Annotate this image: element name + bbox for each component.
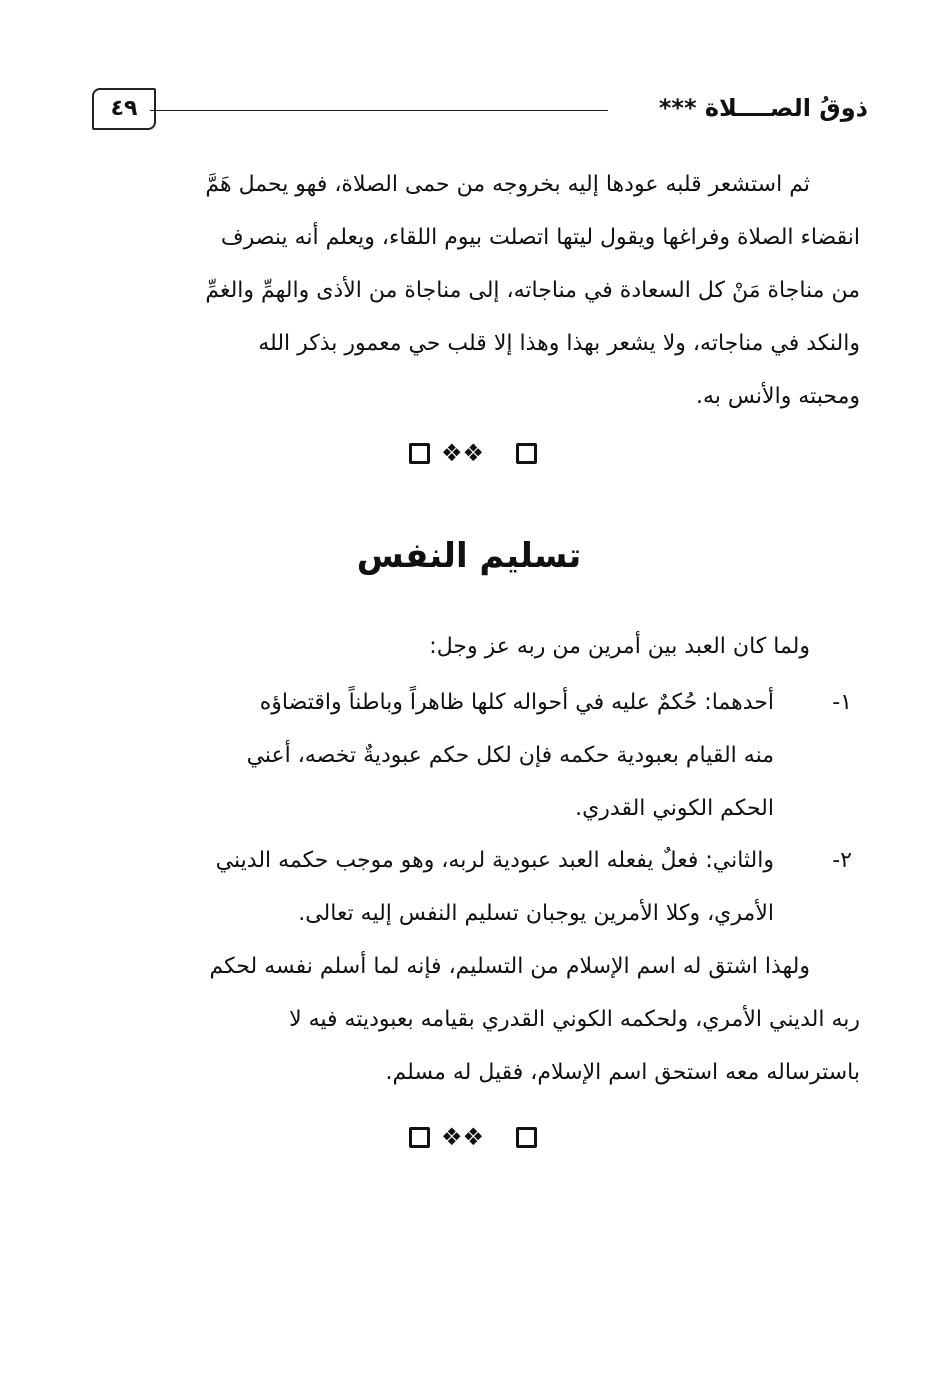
text-line: منه القيام بعبودية حكمه فإن لكل حكم عبوديةٌ تخصه، أعني <box>246 743 774 768</box>
list-item <box>78 834 852 940</box>
header-rule <box>150 110 608 111</box>
list-item <box>78 676 852 835</box>
list-item-text <box>78 834 774 940</box>
text-line: من مناجاة مَنْ كل السعادة في مناجاته، إلى مناجاة من الأذى والهمِّ والغمِّ <box>205 278 860 303</box>
text-line: والثاني: فعلٌ يفعله العبد عبودية لربه، وهو موجب حكمه الديني <box>215 848 774 873</box>
text-line: ثم استشعر قلبه عودها إليه بخروجه من حمى الصلاة، فهو يحمل هَمَّ <box>205 172 810 197</box>
ornament-square <box>409 443 430 464</box>
page-number: ٤٩ <box>92 88 156 130</box>
ornament-diamonds: ❖❖ <box>441 1123 485 1151</box>
intro-line <box>78 620 860 673</box>
section-heading: تسليم النفس <box>356 536 582 576</box>
ornament-square <box>409 1127 430 1148</box>
text-line: ولهذا اشتق له اسم الإسلام من التسليم، فإنه لما أسلم نفسه لحكم <box>209 954 810 979</box>
text-line: ولما كان العبد بين أمرين من ربه عز وجل: <box>429 634 810 659</box>
text-line: باسترساله معه استحق اسم الإسلام، فقيل له مسلم. <box>385 1060 860 1085</box>
paragraph-1 <box>78 158 860 423</box>
paragraph-2 <box>78 940 860 1099</box>
running-header <box>92 88 868 132</box>
section-divider-ornament <box>409 439 537 470</box>
ornament-square <box>516 1127 537 1148</box>
text-line: انقضاء الصلاة وفراغها ويقول ليتها اتصلت بيوم اللقاء، ويعلم أنه ينصرف <box>220 225 860 250</box>
ornament-diamonds: ❖❖ <box>441 439 485 467</box>
book-title: ذوقُ الصــــلاة *** <box>658 94 868 122</box>
list-item-number: ٢- <box>832 848 852 873</box>
text-line: الحكم الكوني القدري. <box>575 796 774 821</box>
text-line: والنكد في مناجاته، ولا يشعر بهذا وهذا إلا قلب حي معمور بذكر الله <box>258 331 860 356</box>
text-line: ومحبته والأنس به. <box>695 384 860 409</box>
list-item-text <box>78 676 774 835</box>
list-item-number: ١- <box>832 690 852 715</box>
text-line: أحدهما: حُكمٌ عليه في أحواله كلها ظاهراً وباطناً واقتضاؤه <box>259 690 774 715</box>
text-line: ربه الديني الأمري، ولحكمه الكوني القدري بقيامه بعبوديته فيه لا <box>289 1007 860 1032</box>
ornament-square <box>516 443 537 464</box>
section-divider-ornament <box>409 1123 537 1154</box>
text-line: الأمري، وكلا الأمرين يوجبان تسليم النفس إليه تعالى. <box>298 901 774 926</box>
